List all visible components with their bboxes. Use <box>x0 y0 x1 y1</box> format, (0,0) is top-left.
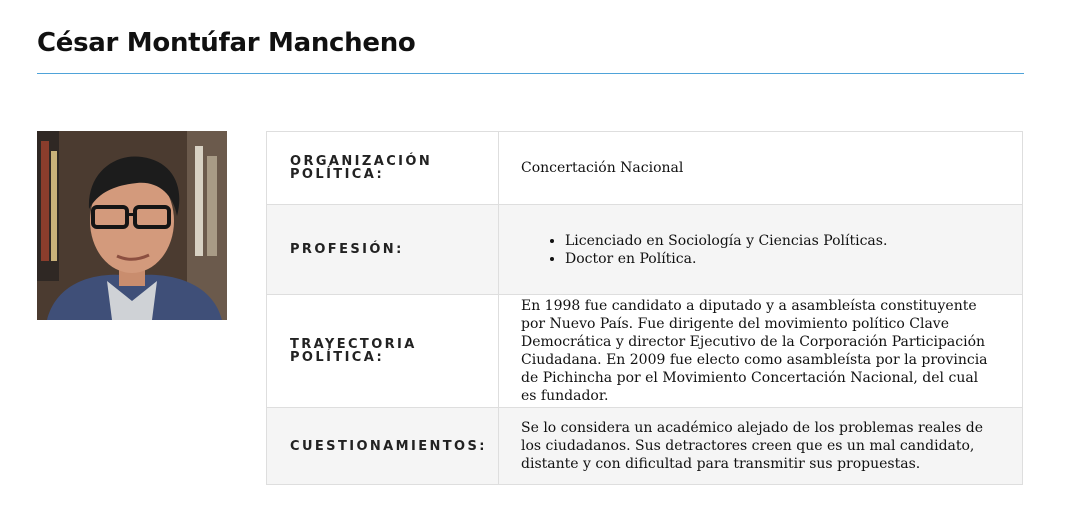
label-cuestionamientos: CUESTIONAMIENTOS: <box>267 408 499 485</box>
label-trayectoria: TRAYECTORIA POLÍTICA: <box>267 295 499 408</box>
label-organizacion: ORGANIZACIÓN POLÍTICA: <box>267 132 499 205</box>
value-organizacion: Concertación Nacional <box>499 132 1023 205</box>
row-cuestionamientos <box>267 408 1023 485</box>
label-profesion: PROFESIÓN: <box>267 205 499 295</box>
page-title: César Montúfar Mancheno <box>37 28 416 58</box>
value-cuestionamientos: Se lo considera un académico alejado de los problemas reales de los ciudadanos. Sus detractores creen que es un mal candidato, distante y con dificultad para transmitir sus propuestas. <box>499 408 1023 485</box>
candidate-info-table <box>266 131 1023 485</box>
row-organizacion <box>267 132 1023 205</box>
profesion-list <box>521 232 998 268</box>
row-profesion <box>267 205 1023 295</box>
value-trayectoria: En 1998 fue candidato a diputado y a asambleísta constituyente por Nuevo País. Fue dirigente del movimiento político Clave Democrática y director Ejecutivo de la Corporación Participación Ciudadana. En 2009 fue electo como asambleísta por la provincia de Pichincha por el Movimiento Concertación Nacional, del cual es fundador. <box>499 295 1023 408</box>
list-item: • Licenciado en Sociología y Ciencias Políticas. <box>565 232 998 250</box>
value-profesion <box>499 205 1023 295</box>
row-trayectoria <box>267 295 1023 408</box>
list-item: • Doctor en Política. <box>565 250 998 268</box>
person-portrait-icon <box>37 131 227 320</box>
candidate-photo <box>37 131 227 320</box>
title-divider <box>37 73 1024 74</box>
